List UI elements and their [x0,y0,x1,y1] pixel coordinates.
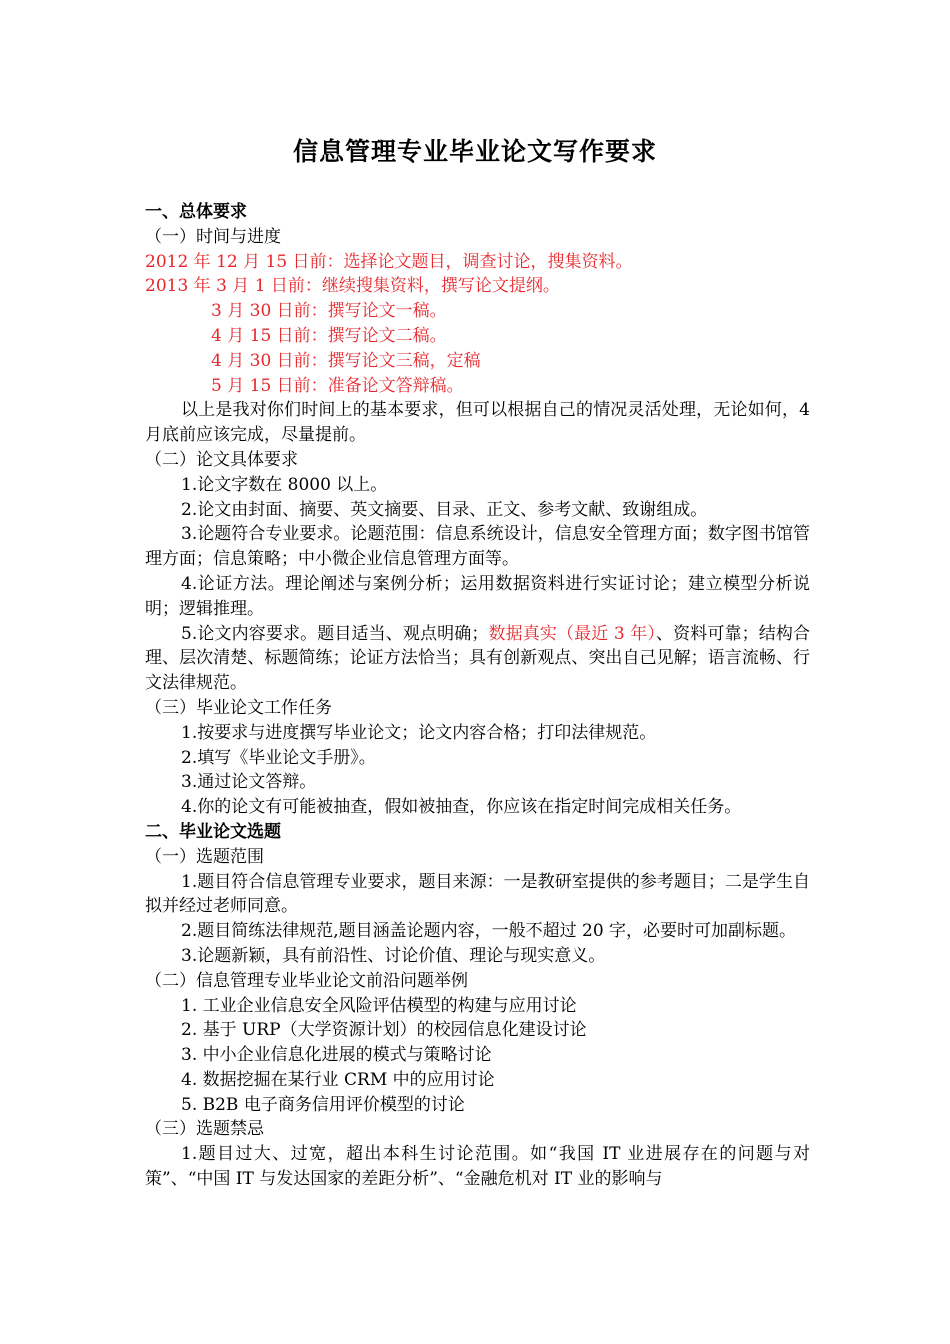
subheading-requirements: （二）论文具体要求 [145,449,298,470]
task-item: 2.填写《毕业论文手册》。 [181,747,376,768]
scope-item: 1.题目符合信息管理专业要求，题目来源：一是教研室提供的参考题目；二是学生自拟并经过老师同意。 [145,871,810,917]
schedule-item: 3 月 30 日前：撰写论文一稿。 [211,301,447,322]
schedule-item: 2012 年 12 月 15 日前：选择论文题目，调查讨论，搜集资料。 [145,251,633,272]
subheading-examples: （二）信息管理专业毕业论文前沿问题举例 [145,970,468,991]
subheading-scope: （一）选题范围 [145,846,264,867]
schedule-item: 4 月 30 日前：撰写论文三稿，定稿 [211,350,481,371]
scope-item: 2.题目简练法律规范,题目涵盖论题内容，一般不超过 20 字，必要时可加副标题。 [181,921,797,942]
subheading-tasks: （三）毕业论文工作任务 [145,697,332,718]
subheading-time: （一）时间与进度 [145,226,281,247]
example-topic: 3. 中小企业信息化进展的模式与策略讨论 [181,1045,492,1066]
schedule-note: 以上是我对你们时间上的基本要求，但可以根据自己的情况灵活处理，无论如何，4 月底前应该完成，尽量提前。 [145,400,810,446]
requirement-text: 5.论文内容要求。题目适当、观点明确； [181,623,489,644]
requirement-item: 3.论题符合专业要求。论题范围：信息系统设计，信息安全管理方面；数字图书馆管理方面；信息策略；中小微企业信息管理方面等。 [145,524,810,570]
schedule-item: 4 月 15 日前：撰写论文二稿。 [211,325,447,346]
task-item: 3.通过论文答辩。 [181,772,317,793]
document-title: 信息管理专业毕业论文写作要求 [292,137,657,166]
subheading-taboos: （三）选题禁忌 [145,1119,264,1140]
schedule-item: 2013 年 3 月 1 日前：继续搜集资料，撰写论文提纲。 [145,276,560,297]
requirement-item: 2.论文由封面、摘要、英文摘要、目录、正文、参考文献、致谢组成。 [181,499,708,520]
example-topic: 1. 工业企业信息安全风险评估模型的构建与应用讨论 [181,995,577,1016]
section-heading-2: 二、毕业论文选题 [145,821,281,842]
requirement-item: 4.论证方法。理论阐述与案例分析；运用数据资料进行实证讨论；建立模型分析说明；逻辑推理。 [145,573,810,619]
task-item: 1.按要求与进度撰写毕业论文；论文内容合格；打印法律规范。 [181,722,657,743]
document-body [145,200,810,1192]
example-topic: 5. B2B 电子商务信用评价模型的讨论 [181,1094,465,1115]
example-topic: 2. 基于 URP（大学资源计划）的校园信息化建设讨论 [181,1020,587,1041]
requirement-item: 1.论文字数在 8000 以上。 [181,474,388,495]
schedule-item: 5 月 15 日前：准备论文答辩稿。 [211,375,464,396]
taboo-item: 1.题目过大、过宽，超出本科生讨论范围。如“我国 IT 业进展存在的问题与对策”、“中国 IT 与发达国家的差距分析”、“金融危机对 IT 业的影响与 [145,1144,810,1190]
scope-item: 3.论题新颖，具有前沿性、讨论价值、理论与现实意义。 [181,945,606,966]
data-requirement-highlight: 数据真实（最近 3 年） [488,623,656,644]
example-topic: 4. 数据挖掘在某行业 CRM 中的应用讨论 [181,1069,495,1090]
task-item: 4.你的论文有可能被抽查，假如被抽查，你应该在指定时间完成相关任务。 [181,797,742,818]
requirement-text: 、资料可靠；结构合理、层次清楚、标题简练；论证方法恰当；具有创新观点、突出自己见解；语言流畅、行文法律规范。 [145,623,811,694]
requirement-item [145,622,810,696]
section-heading-1: 一、总体要求 [145,202,247,222]
